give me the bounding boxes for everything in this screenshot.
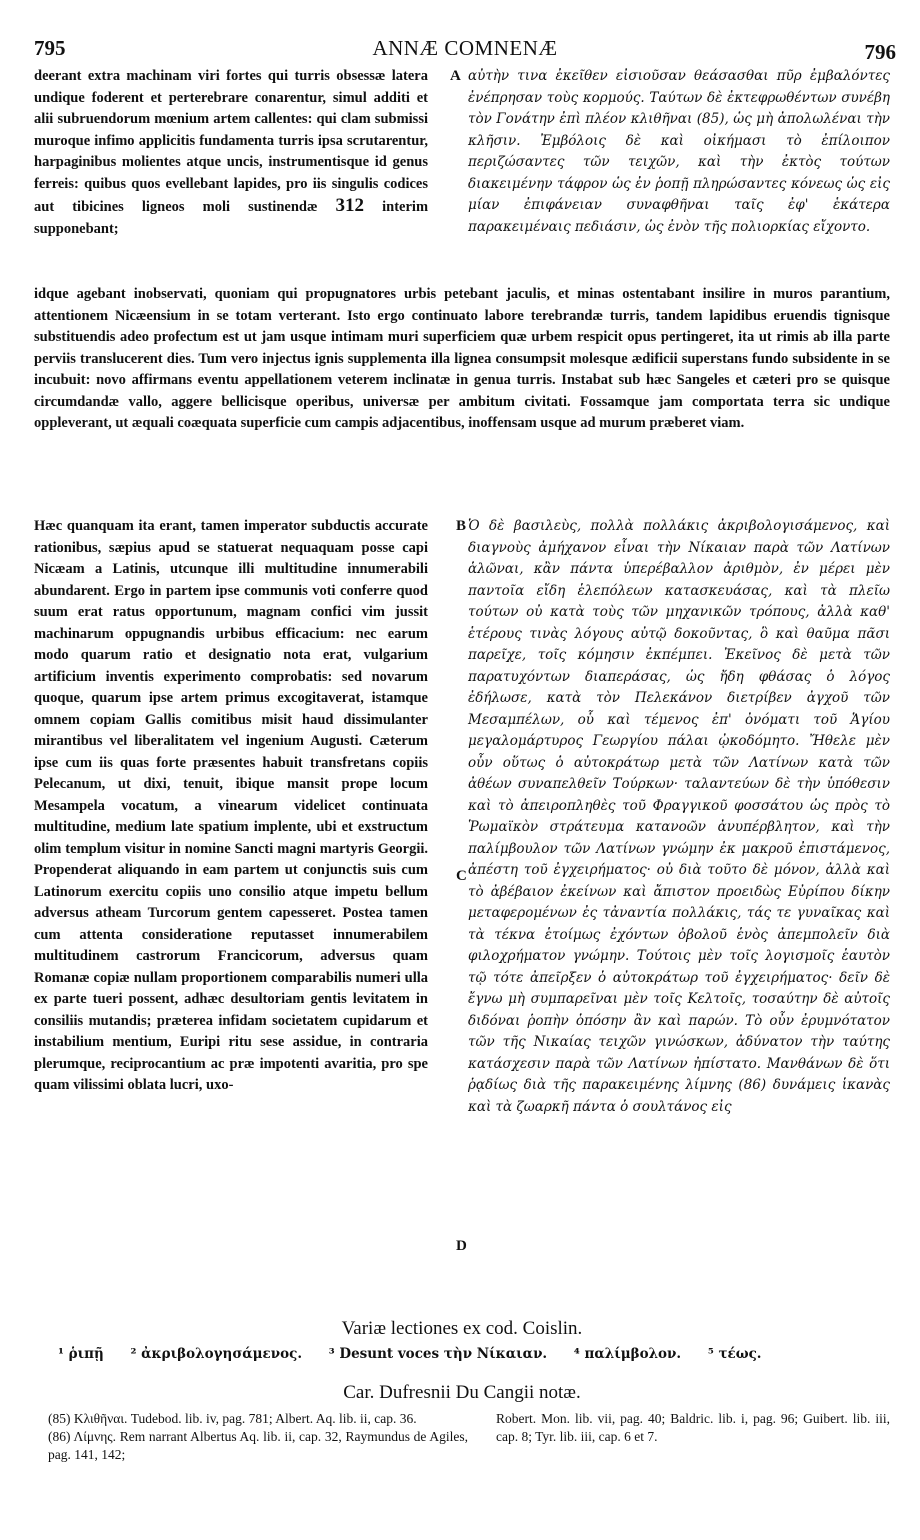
page-number-left: 795 [34,36,66,60]
variants-line [58,1346,878,1362]
greek-column-bottom [450,516,890,1306]
variants-heading: Variæ lectiones ex cod. Coislin. [341,1318,583,1339]
note-86: (86) Λίμνης. Rem narrant Albertus Aq. lib. ii, cap. 32, Raymundus de Agiles, pag. 141, 142; [48,1429,468,1462]
section-marker-b: B [456,518,467,534]
latin-column-top [34,66,450,284]
latin-full-width-block [34,284,890,435]
notes-heading: Car. Dufresnii Du Cangii notæ. [343,1382,581,1403]
notes-left-column [48,1410,482,1464]
section-marker-d: D [456,1238,467,1254]
variant-item: ² ἀκριβολογησάμενος. [130,1346,303,1362]
page-number-right: 796 [864,40,896,64]
note-85: (85) Κλιθῆναι. Tudebod. lib. iv, pag. 781; Albert. Aq. lib. ii, cap. 36. [48,1411,417,1426]
greek-text-top: αὐτὴν τινα ἐκεῖθεν εἰσιοῦσαν θεάσασθαι πῦρ ἐμβαλόντες ἐνέπρησαν τοὺς κορμούς. Ταύτων δὲ ἐκτεφρωθέντων συνέβη τὸν Γονάτην ἐπὶ πλέον κλιθῆναι (85), ὡς μὴ ἀπολωλέναι τὴν κλῆσιν. Ἐμβόλοις δὲ καὶ οἰκήμασι τὸ ἐπίλοιπον περιζώσαντες τῶν τειχῶν, καὶ τὴν ἐκτὸς τούτων διακειμένην τάφρον ὡς ἐν ῥοπῇ πληρώσαντες κόνεως ὡς εἰς μίαν ἐπιφάνειαν συναφθῆναι ταῖς ἐφ' ἑκάτερα παρακειμέναις πεδιάσιν, ὡς ἐνὸν τῆς πολιορκίας εἴχοντο. [468,68,890,235]
greek-text-bottom: Ὁ δὲ βασιλεὺς, πολλὰ πολλάκις ἀκριβολογισάμενος, καὶ διαγνοὺς ἀμήχανον εἶναι τὴν Νίκαιαν παρὰ τῶν Λατίνων ἁλῶναι, κἂν πάντα ὑπερέβαλλον ἀριθμὸν, ἐν μέρει μὲν παντοῖα εἴδη ἑλεπόλεων κατασκευάσας, καὶ τὰ πλεῖω τούτων οὐ κατὰ τοὺς τῶν μηχανικῶν τρόπους, ἀλλὰ καθ' ἑτέρους τινὰς λόγους αὐτῷ δοκοῦντας, ὃ καὶ θαῦμα πᾶσι παρεῖχε, τοῖς κόμησιν ἐκπέμπει. Ἐκεῖνος δὲ μετὰ τῶν παρατυχόντων διαπεράσας, ὡς ἤδη φθάσας ὁ λόγος ἐδήλωσε, κατὰ τὸν Πελεκάνον διετρίβεν ἀγχοῦ τῶν Μεσαμπέλων, οὗ καὶ τέμενος ἐπ' ὀνόματι τοῦ Ἁγίου μεγαλομάρτυρος Γεωργίου πάλαι ᾠκοδόμητο. Ἤθελε μὲν οὖν οὕτως ὁ αὐτοκράτωρ μετὰ τῶν Λατίνων κατὰ τῶν ἀθέων συναπελθεῖν Τούρκων· ταλαντεύων δὲ τὴν ὑπόθεσιν καὶ τὸ ἀπειροπληθὲς τοῦ Φραγγικοῦ φοσσάτου ὡς πρὸς τὸ Ῥωμαϊκὸν στράτευμα κατανοῶν ἀνυπέρβλητον, καὶ τὴν παλίμβουλον τῶν Λατίνων γνώμην ἐκ μακροῦ ἐπιστάμενος, ἀπέστη τοῦ ἐγχειρήματος· οὐ διὰ τοῦτο δὲ μόνον, ἀλλὰ καὶ τὸ ἀβέβαιον ἐκείνων καὶ ἄπιστον προειδὼς Εὐρίπου δίκην μεταφερομένων ἐς τἀναντία πολλάκις, τάς τε γυναῖκας καὶ τὰ τέκνα ἑτοίμως ἐχόντων ὀβολοῦ ἑνὸς ἀπεμπολεῖν διὰ φιλοχρήματον γνώμην. Τούτοις μὲν τοῖς λογισμοῖς ἑαυτὸν τῷ τότε ἀπεῖρξεν ὁ αὐτοκράτωρ τοῦ ἐγχειρήματος· δεῖν δὲ ἔγνω μὴ συμπαρεῖναι μὲν τοῖς Κελτοῖς, τοσαύτην δὲ αὐτοῖς διδόναι ῥοπὴν ὁπόσην ἂν καὶ παρών. Τὸ οὖν ἐρυμνότατον τῶν τῆς Νικαίας τειχῶν γινώσκων, ἀδύνατον τὴν ταύτης κατάσχεσιν παρὰ τῶν Λατίνων ἠπίστατο. Μανθάνων δὲ ὅτι ῥᾳδίως διὰ τῆς παρακειμένης λίμνης (86) δυνάμεις ἱκανὰς καὶ τὰ ζωαρκῆ πάντα ὁ σουλτάνος εἰς [468,518,890,1115]
running-title: ANNÆ COMNENÆ [372,36,558,60]
big-page-number: 312 [335,195,365,216]
variant-item: ⁵ τέως. [707,1346,762,1362]
variant-item: ¹ ῥιπῇ [58,1346,104,1362]
notes-block [48,1410,890,1464]
section-marker-a: A [450,68,461,84]
page-header [34,36,896,66]
latin-text-full: idque agebant inobservati, quoniam qui propugnatores urbis petebant jaculis, et minas ostentabant insilire in muros parantium, attentionem Nicæensium in se totam verterant. Isto ergo continuato labore terebrandæ turris, tandem lapidibus eruendis tignisque substituendis adeo profectum est ut jam usque intimam muri superficiem quæ urbem respicit opus pertingeret, ita ut rimis ab illa parte perviis translucerent dies. Tum vero injectus ignis supplementa illa lignea consumpsit molesque ædificii superstans fundo subsidente in se incubuit: novo affirmans eventu appellationem veterem inclinatæ in genua turris. Instabat sub hæc Sangeles et cæteri pro se quisque circumdandæ vallo, aggere bellicisque operibus, universæ per ambitum civitati. Fossamque jam comportata terra sic undique oppleverant, ut æquali coæquata superficie cum campis adjacentibus, inoffensam usque ad murum præberet viam. [34,286,890,431]
section-marker-c: C [456,868,467,884]
variant-item: ⁴ παλίμβολον. [573,1346,682,1362]
latin-text-top-after: interim supponebant; [34,199,429,237]
variant-item: ³ Desunt voces τὴν Νίκαιαν. [328,1346,548,1362]
bottom-two-column-block [34,516,890,1306]
notes-right-column [482,1410,890,1464]
latin-text-top-before: deerant extra machinam viri fortes qui turris obsessæ latera undique foderent et perterebrare conarentur, simul additi et alii subruendorum mœnium artem callentes: qui clam submissi muroque infimo applicitis fundamenta turris ipsa scrutarentur, harpaginibus molientes atque uncis, instrumentisque id genus ferreis: quibus quos evellebant lapides, pro iis singulis codices aut tibicines ligneos moli sustinendæ [34,68,428,215]
latin-column-bottom [34,516,450,1306]
greek-column-top [450,66,890,284]
note-86-continued: Robert. Mon. lib. vii, pag. 40; Baldric. lib. i, pag. 96; Guibert. lib. iii, cap. 8; Tyr. lib. iii, cap. 6 et 7. [496,1411,890,1444]
latin-text-bottom: Hæc quanquam ita erant, tamen imperator subductis accurate rationibus, sæpius apud se statuerat nequaquam posse capi Nicæam a Latinis, utcunque illi multitudine innumerabili abundarent. Ergo in partem ipse communis voti conferre quod suum erat ratus opportunum, magnam confici vim jussit machinarum oppugnandis urbibus efficacium: nec earum modo quarum ratio et designatio nota erat, vulgarium artificium inventis experimento comprobatis: sed novarum quoque, quarum ipse artem primus excogitaverat, istamque omnem copiam Gallis comitibus misit haud dissimulanter mirantibus vel liberalitatem vel ingenium Augusti. Cæterum ipse cum iis quas forte præsentes habuit transfretans copiis Pelecanum, ut dixi, tenuit, ibique mansit prope locum Mesampela vocatum, a vinearum videlicet continuata multitudine, medium late spatium implente, ubi et exstructum olim templum visitur in nomine Sancti magni martyris Georgii. Propenderat aliquando in eam partem ut conjunctis suis cum Latinorum exercitu copiis uno consilio atque impetu bellum adversus atheam Turcorum gentem capesseret. Postea tamen cum attenta consideratione reputasset innumerabilem multitudinem castrorum Francicorum, adversus quam Romanæ copiæ nullam proportionem comparabilis numeri ulla ex parte tueri possent, adhæc desultoriam gentis levitatem in consiliis mutandis; præterea infidam societatem cupidarum et instabilium mentium, Euripi ritu sese assidue, in contraria plerumque, reciprocantium ac præ impotenti avaritia, pro spe quam vilissimi oblata lucri, uxo- [34,518,428,1093]
top-two-column-block [34,66,890,284]
latin-text-top [34,66,428,240]
